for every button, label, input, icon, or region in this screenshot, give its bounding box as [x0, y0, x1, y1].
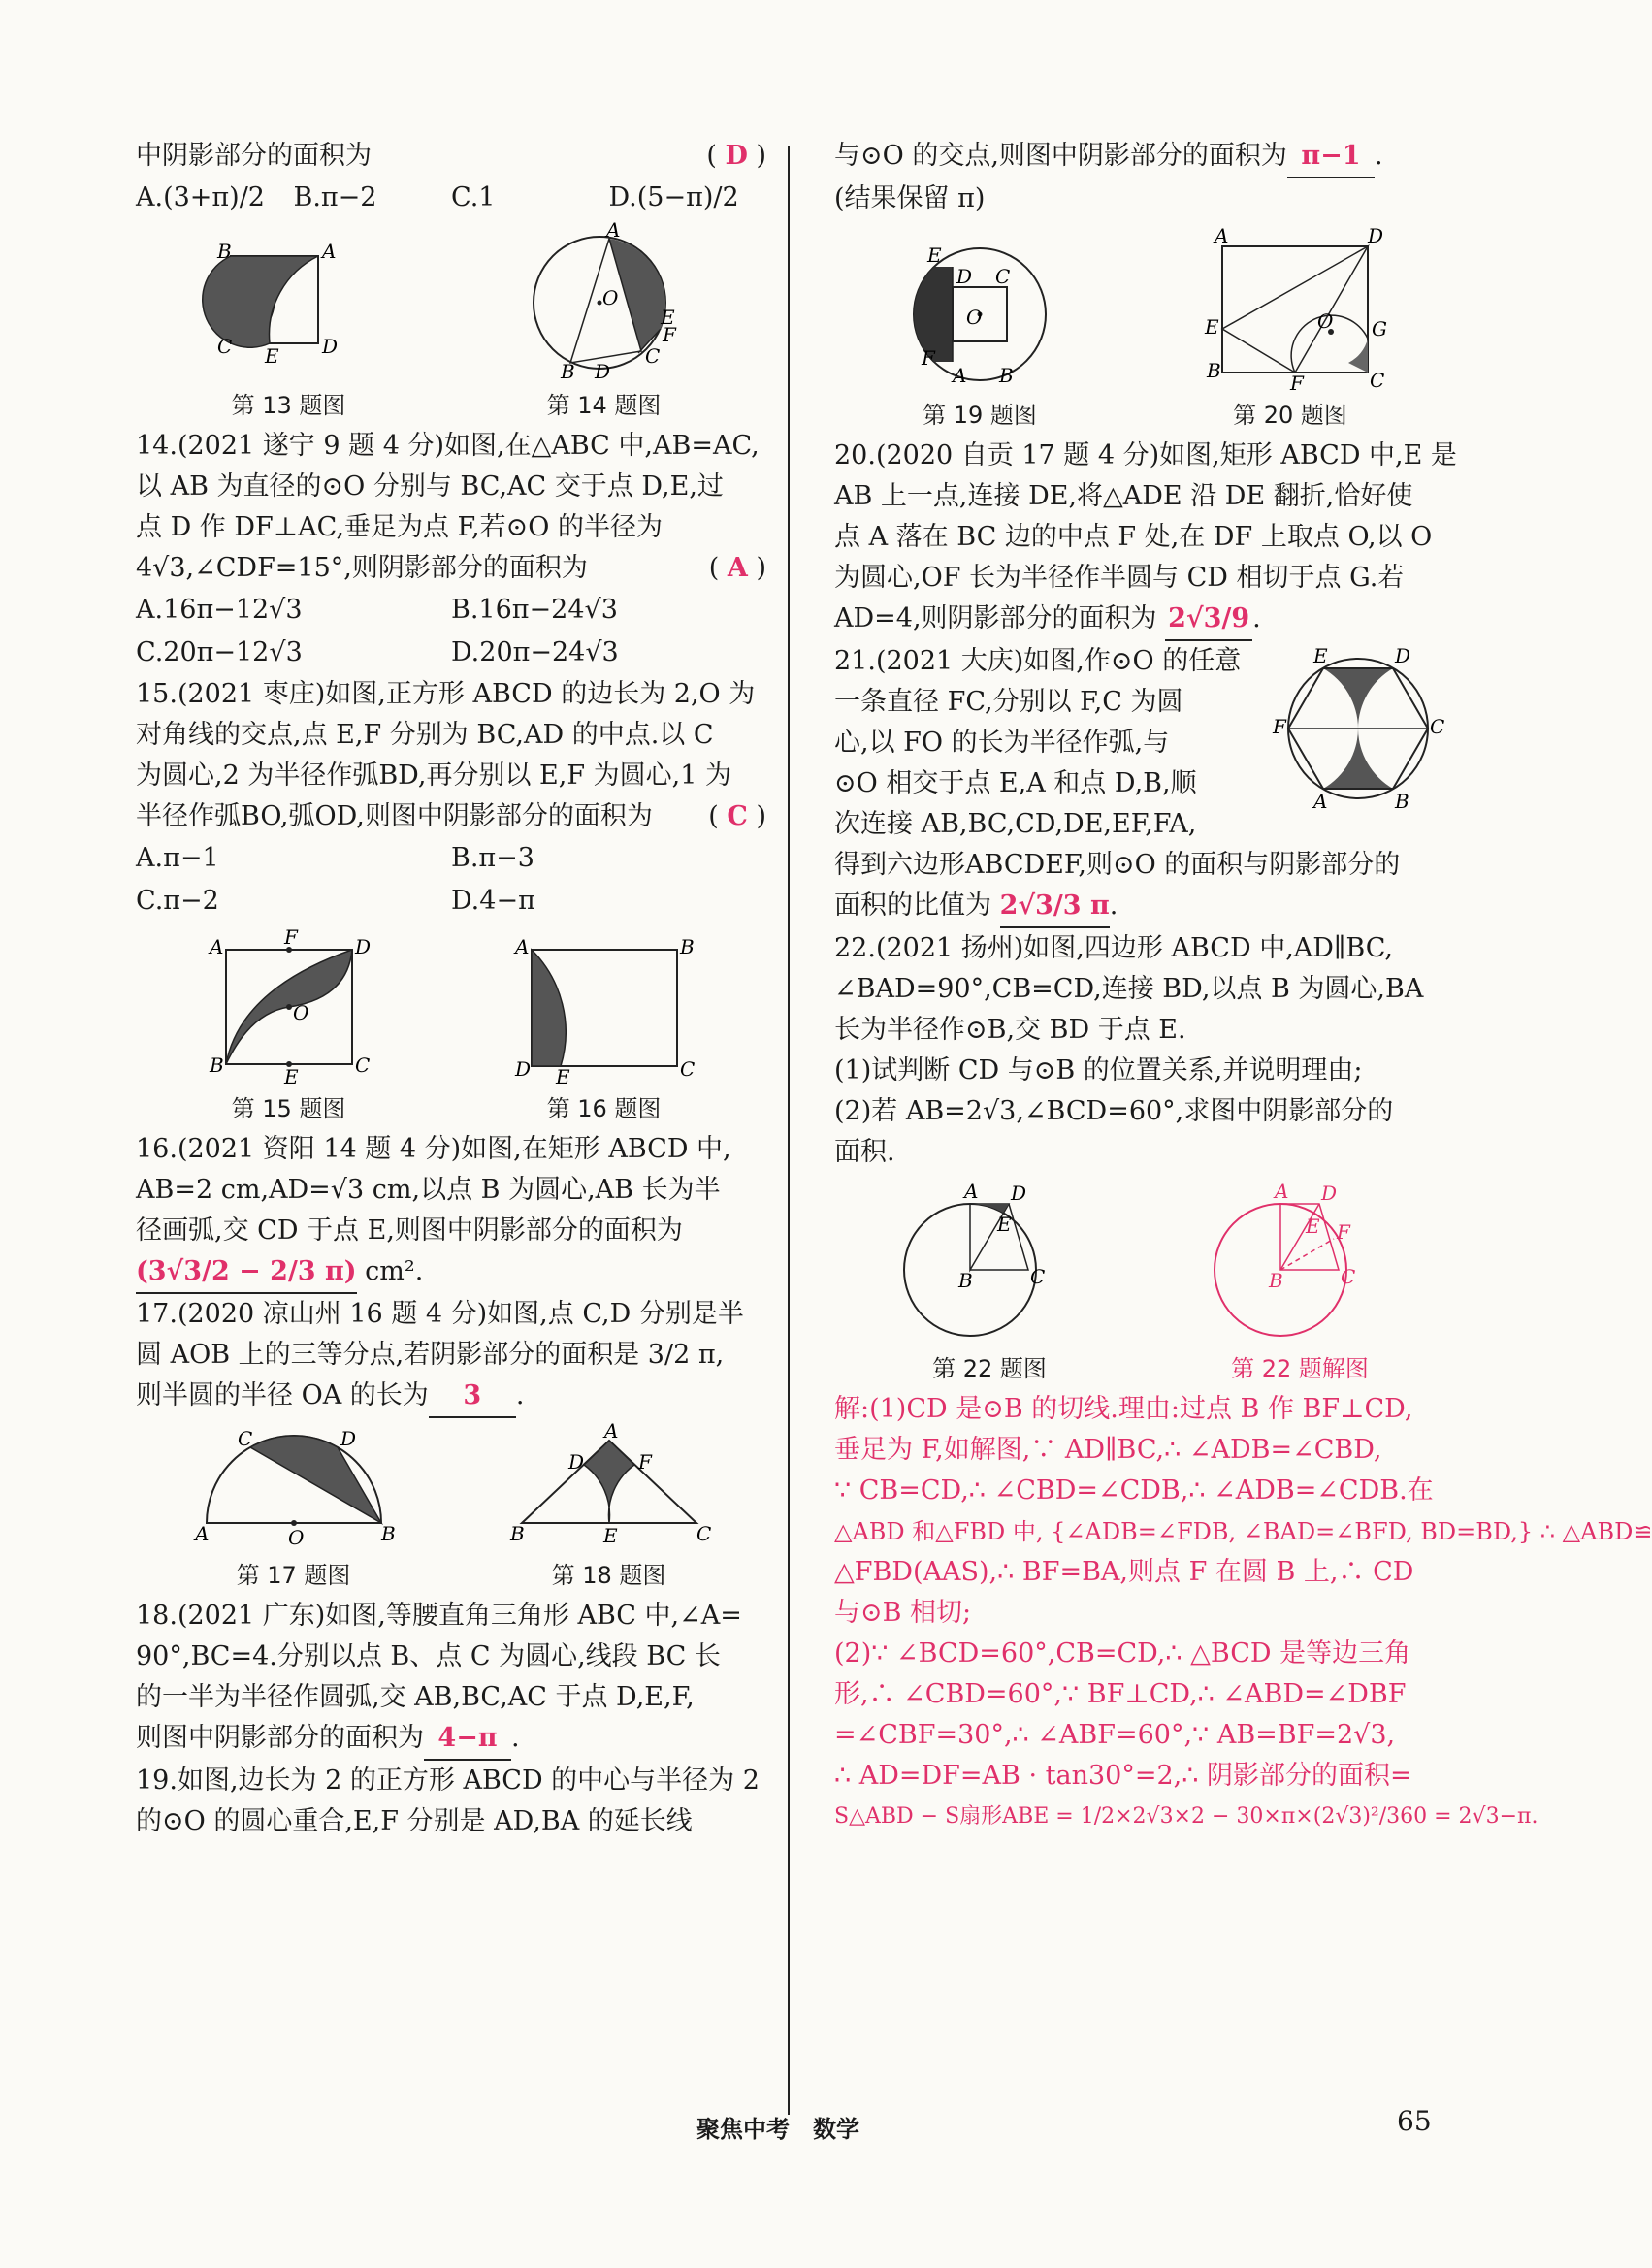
- solution-line-2: 垂足为 F,如解图,∵ AD∥BC,∴ ∠ADB=∠CBD,: [834, 1435, 1382, 1465]
- figure-13-svg: [211, 237, 367, 382]
- q20-line-3: 点 A 落在 BC 边的中点 F 处,在 DF 上取点 O,以 O: [834, 522, 1433, 552]
- svg-text:A: A: [1215, 224, 1229, 247]
- figures-22: [834, 1181, 1455, 1383]
- q15-options-row2: [136, 880, 766, 923]
- column-divider: [788, 146, 790, 2115]
- solution-line-7: (2)∵ ∠BCD=60°,CB=CD,∴ △BCD 是等边三角: [834, 1638, 1411, 1669]
- svg-text:D: D: [514, 1057, 531, 1081]
- svg-text:G: G: [1372, 317, 1387, 340]
- q18-line-3: 的一半为半径作圆弧,交 AB,BC,AC 于点 D,E,F,: [136, 1682, 695, 1712]
- svg-text:O: O: [287, 1526, 304, 1549]
- svg-text:O: O: [292, 1001, 308, 1024]
- figures-13-14: [136, 218, 766, 420]
- svg-text:O: O: [1317, 309, 1334, 333]
- figure-17: [187, 1426, 401, 1590]
- q21-line-1: 21.(2021 大庆)如图,作⊙O 的任意: [834, 646, 1242, 676]
- svg-text:C: C: [237, 1427, 252, 1450]
- figure-17-caption: 第 17 题图: [236, 1562, 351, 1589]
- q21-line-4: ⊙O 相交于点 E,A 和点 D,B,顺: [834, 768, 1197, 798]
- q18-line-2: 90°,BC=4.分别以点 B、点 C 为圆心,线段 BC 长: [136, 1641, 721, 1671]
- svg-text:C: C: [644, 344, 660, 368]
- figure-19: [902, 237, 1057, 430]
- svg-text:E: E: [1306, 1215, 1320, 1238]
- q14-options-row2: [136, 632, 766, 674]
- svg-text:B: B: [1207, 359, 1221, 382]
- svg-text:C: C: [1341, 1265, 1356, 1288]
- svg-text:A: A: [209, 935, 223, 958]
- figure-22-caption: 第 22 题图: [932, 1355, 1047, 1382]
- figure-22: [902, 1181, 1077, 1383]
- svg-text:C: C: [1430, 715, 1445, 738]
- q14-option-c: C.20π−12√3: [136, 637, 303, 667]
- q19-tail: 与⊙O 的交点,则图中阴影部分的面积为 π−1 .: [834, 136, 1455, 178]
- svg-text:F: F: [283, 925, 298, 949]
- figure-18: [502, 1419, 716, 1590]
- q21-line-2: 一条直径 FC,分别以 F,C 为圆: [834, 687, 1183, 717]
- q15-options-row1: [136, 837, 766, 880]
- figure-13-caption: 第 13 题图: [231, 392, 346, 419]
- svg-text:B: B: [1269, 1269, 1283, 1292]
- svg-text:D: D: [321, 335, 338, 358]
- q15-option-a: A.π−1: [136, 843, 219, 873]
- q19-line-2: 的⊙O 的圆心重合,E,F 分别是 AD,BA 的延长线: [136, 1806, 693, 1836]
- svg-text:C: C: [995, 265, 1011, 288]
- figure-17-svg: [187, 1426, 401, 1552]
- svg-text:E: E: [660, 306, 675, 329]
- svg-text:B: B: [1395, 790, 1409, 813]
- figure-20: [1193, 224, 1387, 430]
- q14-line-2: 以 AB 为直径的⊙O 分别与 BC,AC 交于点 D,E,过: [136, 471, 724, 502]
- q17-answer: 3: [429, 1376, 516, 1418]
- svg-text:A: A: [964, 1180, 979, 1203]
- q22-line-6: 面积.: [834, 1137, 895, 1167]
- figure-19-svg: [902, 237, 1057, 392]
- svg-text:D: D: [567, 1450, 584, 1474]
- svg-text:E: E: [602, 1524, 618, 1547]
- q21-answer: 2√3/3 π: [1000, 886, 1110, 928]
- q15-line-4: 半径作弧BO,弧OD,则图中阴影部分的面积为 ( C ): [136, 801, 766, 831]
- q13-tail: 中阴影部分的面积为 ( D ): [136, 141, 766, 171]
- q17-line-2: 圆 AOB 上的三等分点,若阴影部分的面积是 3/2 π,: [136, 1340, 725, 1370]
- figure-13: [211, 237, 367, 420]
- figure-16: [507, 930, 701, 1123]
- q21-block: [834, 641, 1455, 928]
- svg-text:F: F: [637, 1450, 652, 1474]
- figure-20-svg: [1193, 224, 1387, 395]
- q13-option-c: C.1: [451, 182, 496, 212]
- q20-line-4: 为圆心,OF 长为半径作半圆与 CD 相切于点 G.若: [834, 563, 1405, 593]
- solution-line-4: △ABD 和△FBD 中, {∠ADB=∠FDB, ∠BAD=∠BFD, BD=BD,} ∴ △ABD≌: [834, 1518, 1652, 1545]
- svg-text:B: B: [958, 1269, 973, 1292]
- figure-22-solution-svg: [1213, 1181, 1387, 1345]
- svg-text:F: F: [1290, 372, 1304, 395]
- svg-text:A: A: [603, 1419, 618, 1442]
- svg-text:D: D: [956, 265, 973, 288]
- figure-19-caption: 第 19 题图: [923, 402, 1037, 429]
- solution-line-6: 与⊙B 相切;: [834, 1598, 972, 1628]
- svg-text:D: D: [1395, 644, 1411, 667]
- q22-solution: [834, 1389, 1652, 1837]
- solution-line-11: S△ABD − S扇形ABE = 1/2×2√3×2 − 30×π×(2√3)²/360 = 2√3−π.: [834, 1804, 1539, 1829]
- q16-answer: (3√3/2 − 2/3 π): [136, 1251, 357, 1294]
- q14-line-4: 4√3,∠CDF=15°,则阴影部分的面积为 ( A ): [136, 553, 766, 583]
- svg-text:C: C: [679, 1057, 695, 1081]
- svg-text:A: A: [194, 1522, 209, 1545]
- svg-text:C: C: [354, 1053, 370, 1077]
- q14-option-a: A.16π−12√3: [136, 595, 303, 625]
- svg-text:F: F: [1337, 1220, 1350, 1244]
- page-number: 65: [1397, 2105, 1432, 2137]
- q14-answer: A: [727, 553, 748, 583]
- svg-text:E: E: [264, 344, 279, 368]
- q21-line-3: 心,以 FO 的长为半径作弧,与: [834, 728, 1170, 758]
- svg-text:D: D: [354, 935, 371, 958]
- q22-line-5: (2)若 AB=2√3,∠BCD=60°,求图中阴影部分的: [834, 1096, 1394, 1126]
- q17-line-3: 则半圆的半径 OA 的长为 3 .: [136, 1376, 766, 1418]
- svg-text:A: A: [1275, 1180, 1289, 1203]
- figure-15: [202, 925, 376, 1123]
- q13-answer: D: [725, 141, 748, 171]
- q21-line-6: 得到六边形ABCDEF,则⊙O 的面积与阴影部分的: [834, 850, 1401, 880]
- figure-16-svg: [507, 930, 701, 1088]
- q22-line-3: 长为半径作⊙B,交 BD 于点 E.: [834, 1015, 1186, 1045]
- svg-text:O: O: [601, 286, 618, 309]
- figure-15-svg: [202, 925, 376, 1088]
- svg-text:B: B: [209, 1053, 224, 1077]
- figure-14-caption: 第 14 题图: [546, 392, 662, 419]
- q16-unit: cm².: [365, 1256, 424, 1286]
- solution-line-3: ∵ CB=CD,∴ ∠CBD=∠CDB,∴ ∠ADB=∠CDB.在: [834, 1475, 1434, 1506]
- figure-15-caption: 第 15 题图: [231, 1095, 346, 1122]
- svg-text:D: D: [1321, 1182, 1338, 1205]
- q14-options-row1: [136, 589, 766, 632]
- svg-text:A: A: [1313, 790, 1328, 813]
- svg-text:E: E: [555, 1065, 570, 1088]
- q16-line-2: AB=2 cm,AD=√3 cm,以点 B 为圆心,AB 长为半: [136, 1175, 721, 1205]
- figure-16-caption: 第 16 题图: [546, 1095, 662, 1122]
- q20-answer: 2√3/9: [1165, 599, 1252, 641]
- svg-text:E: E: [1313, 644, 1328, 667]
- svg-text:D: D: [340, 1427, 356, 1450]
- figures-17-18: [136, 1419, 766, 1590]
- q15-option-b: B.π−3: [451, 843, 534, 873]
- figures-15-16: [136, 925, 766, 1123]
- q22-line-2: ∠BAD=90°,CB=CD,连接 BD,以点 B 为圆心,BA: [834, 974, 1424, 1004]
- q16-answer-line: [136, 1251, 766, 1294]
- svg-text:B: B: [509, 1522, 525, 1545]
- svg-text:A: A: [514, 935, 529, 958]
- solution-line-1: 解:(1)CD 是⊙B 的切线.理由:过点 B 作 BF⊥CD,: [834, 1394, 1413, 1424]
- page-footer: 聚焦中考 数学: [696, 2116, 859, 2143]
- q13-option-a: A.(3+π)/2: [136, 182, 265, 212]
- svg-text:C: C: [1030, 1265, 1046, 1288]
- q15-option-d: D.4−π: [451, 886, 535, 916]
- svg-text:F: F: [922, 346, 935, 370]
- q14-option-b: B.16π−24√3: [451, 595, 618, 625]
- svg-text:F: F: [1273, 715, 1286, 738]
- svg-text:B: B: [999, 364, 1014, 387]
- svg-text:A: A: [605, 218, 620, 242]
- q19-answer: π−1: [1287, 136, 1375, 178]
- svg-text:C: C: [1370, 369, 1385, 392]
- q13-option-b: B.π−2: [293, 182, 377, 212]
- svg-text:D: D: [1368, 224, 1384, 247]
- q22-line-4: (1)试判断 CD 与⊙B 的位置关系,并说明理由;: [834, 1055, 1363, 1085]
- solution-line-9: =∠CBF=30°,∴ ∠ABF=60°,∵ AB=BF=2√3,: [834, 1720, 1396, 1750]
- figure-22-solution-caption: 第 22 题解图: [1231, 1355, 1369, 1382]
- figure-18-caption: 第 18 题图: [551, 1562, 666, 1589]
- svg-text:D: D: [1011, 1182, 1027, 1205]
- svg-text:E: E: [283, 1065, 299, 1088]
- q13-option-d: D.(5−π)/2: [608, 182, 739, 212]
- q20-line-5: AD=4,则阴影部分的面积为 2√3/9 .: [834, 599, 1455, 641]
- q19-line-1: 19.如图,边长为 2 的正方形 ABCD 的中心与半径为 2: [136, 1766, 760, 1796]
- q14-line-1: 14.(2021 遂宁 9 题 4 分)如图,在△ABC 中,AB=AC,: [136, 431, 760, 461]
- figures-19-20: [834, 224, 1455, 430]
- q20-line-1: 20.(2020 自贡 17 题 4 分)如图,矩形 ABCD 中,E 是: [834, 440, 1457, 470]
- q15-line-1: 15.(2021 枣庄)如图,正方形 ABCD 的边长为 2,O 为: [136, 679, 756, 709]
- svg-text:B: B: [380, 1522, 396, 1545]
- q14-option-d: D.20π−24√3: [451, 637, 619, 667]
- figure-21-svg: [1271, 641, 1445, 816]
- q20-line-2: AB 上一点,连接 DE,将△ADE 沿 DE 翻折,恰好使: [834, 481, 1413, 511]
- figure-18-svg: [502, 1419, 716, 1552]
- q15-line-3: 为圆心,2 为半径作弧BD,再分别以 E,F 为圆心,1 为: [136, 761, 731, 791]
- q18-answer: 4−π: [424, 1718, 511, 1761]
- solution-line-10: ∴ AD=DF=AB · tan30°=2,∴ 阴影部分的面积=: [834, 1761, 1412, 1791]
- svg-text:O: O: [966, 306, 983, 329]
- svg-text:D: D: [594, 360, 610, 383]
- svg-text:B: B: [216, 240, 232, 263]
- left-column: [136, 136, 766, 1842]
- svg-text:C: C: [696, 1522, 711, 1545]
- svg-text:A: A: [953, 364, 967, 387]
- q18-line-1: 18.(2021 广东)如图,等腰直角三角形 ABC 中,∠A=: [136, 1601, 742, 1631]
- right-column: [834, 136, 1652, 1837]
- svg-text:F: F: [662, 323, 676, 346]
- figure-22-solution: [1213, 1181, 1387, 1383]
- svg-text:B: B: [679, 935, 695, 958]
- q21-line-5: 次连接 AB,BC,CD,DE,EF,FA,: [834, 809, 1197, 839]
- q22-line-1: 22.(2021 扬州)如图,四边形 ABCD 中,AD∥BC,: [834, 933, 1394, 963]
- q18-line-4: 则图中阴影部分的面积为 4−π .: [136, 1718, 766, 1761]
- q16-line-1: 16.(2021 资阳 14 题 4 分)如图,在矩形 ABCD 中,: [136, 1134, 731, 1164]
- q19-note: (结果保留 π): [834, 183, 986, 213]
- figure-20-caption: 第 20 题图: [1233, 402, 1347, 429]
- q15-answer: C: [727, 801, 748, 831]
- q15-option-c: C.π−2: [136, 886, 219, 916]
- svg-text:E: E: [997, 1213, 1012, 1236]
- figure-14: [517, 218, 692, 420]
- solution-line-5: △FBD(AAS),∴ BF=BA,则点 F 在圆 B 上,∴ CD: [834, 1557, 1414, 1587]
- q17-line-1: 17.(2020 凉山州 16 题 4 分)如图,点 C,D 分别是半: [136, 1299, 744, 1329]
- solution-line-8: 形,∴ ∠CBD=60°,∵ BF⊥CD,∴ ∠ABD=∠DBF: [834, 1679, 1407, 1709]
- svg-text:E: E: [927, 243, 942, 267]
- figure-14-svg: [517, 218, 692, 383]
- q15-line-2: 对角线的交点,点 E,F 分别为 BC,AD 的中点.以 C: [136, 720, 714, 750]
- figure-22-svg: [902, 1181, 1077, 1345]
- q14-line-3: 点 D 作 DF⊥AC,垂足为点 F,若⊙O 的半径为: [136, 512, 663, 542]
- q21-line-7: 面积的比值为 2√3/3 π.: [834, 886, 1455, 928]
- q13-options: [136, 177, 766, 219]
- svg-text:B: B: [560, 360, 575, 383]
- q16-line-3: 径画弧,交 CD 于点 E,则图中阴影部分的面积为: [136, 1215, 683, 1246]
- svg-text:C: C: [216, 335, 232, 358]
- svg-text:A: A: [321, 240, 336, 263]
- svg-text:E: E: [1205, 315, 1219, 339]
